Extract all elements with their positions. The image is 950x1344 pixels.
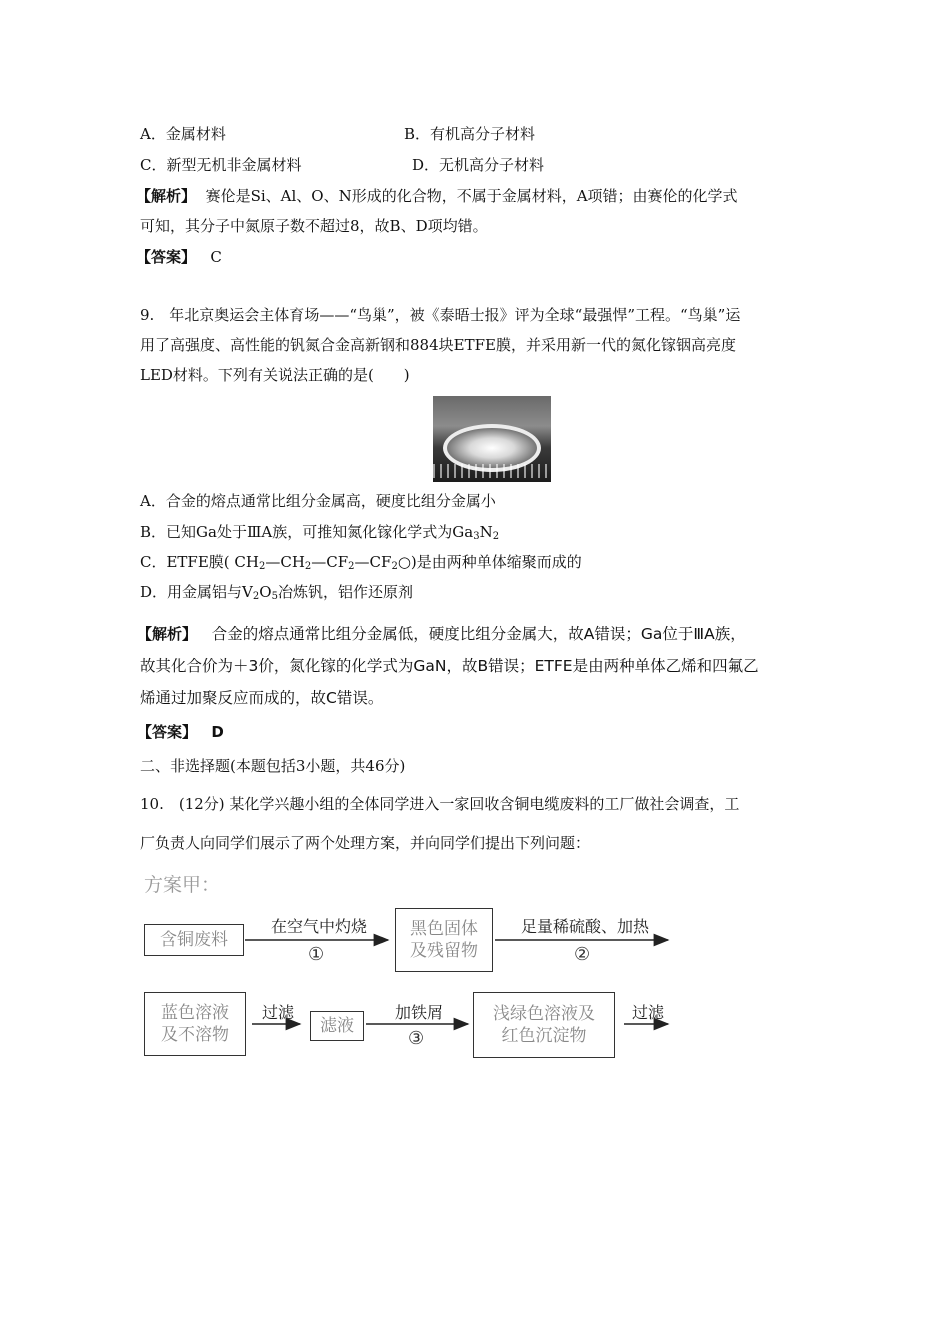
- q9-option-d-sub-1: 2: [252, 591, 260, 602]
- q8-answer: [136, 247, 222, 267]
- q9-stem-line-2: 用了高强度、高性能的钒氮合金高新钢和884块ETFE膜，并采用新一代的氮化镓铟高亮度: [140, 336, 736, 354]
- box-blue-solution-line-1: 蓝色溶液: [161, 1003, 229, 1023]
- q8-option-b: B．有机高分子材料: [404, 125, 536, 143]
- q9-option-a: A．合金的熔点通常比组分金属高，硬度比组分金属小: [140, 492, 496, 510]
- box-light-green-line-2: 红色沉淀物: [501, 1026, 587, 1046]
- q9-analysis-text-1: 合金的熔点通常比组分金属低，硬度比组分金属大，故A错误；Ga位于ⅢA族，: [211, 625, 746, 643]
- q9-option-b: [140, 522, 499, 547]
- box-black-solid: [395, 908, 493, 972]
- q9-answer-value: D: [211, 723, 224, 741]
- q9-option-c: [140, 552, 582, 577]
- q9-analysis-line-1: [137, 624, 746, 644]
- q9-option-b-n: N: [479, 523, 493, 541]
- q9-option-c-sub-2: 2: [304, 561, 312, 572]
- box-light-green-solution: [473, 992, 615, 1058]
- q9-option-c-sub-3: 2: [348, 561, 355, 572]
- q9-stem-line-1: 9. 年北京奥运会主体育场——“鸟巢”，被《泰晤士报》评为全球“最强悍”工程。“鸟巢”运: [140, 306, 741, 324]
- section-2-heading: 二、非选择题(本题包括3小题，共46分): [140, 757, 406, 775]
- q9-option-d-o: O: [259, 583, 272, 601]
- q9-option-d-tail: 冶炼钒，铝作还原剂: [277, 583, 413, 601]
- box-copper-waste: 含铜废料: [144, 924, 244, 956]
- arrow-5-label: 过滤: [631, 1003, 664, 1022]
- q8-answer-value: C: [210, 248, 222, 266]
- q8-analysis-text-1: 赛伦是Si、Al、O、N形成的化合物，不属于金属材料，A项错；由赛伦的化学式: [205, 187, 738, 205]
- arrow-1-step: ①: [308, 944, 325, 965]
- arrow-3-label: 过滤: [261, 1003, 294, 1022]
- q9-option-b-sub-1: 3: [473, 531, 480, 542]
- q9-option-b-text: B．已知Ga处于ⅢA族，可推知氮化镓化学式为Ga: [140, 523, 474, 541]
- box-filtrate: 滤液: [310, 1011, 364, 1041]
- q9-answer-tag: 【答案】: [137, 723, 198, 741]
- q8-analysis-line-2: 可知，其分子中氮原子数不超过8，故B、D项均错。: [140, 217, 488, 235]
- q9-stem-line-3: LED材料。下列有关说法正确的是( ): [140, 366, 410, 384]
- scheme-title: 方案甲：: [144, 874, 221, 896]
- box-black-solid-line-2: 及残留物: [410, 941, 478, 961]
- q8-answer-tag: 【答案】: [136, 248, 197, 266]
- q8-option-c: C．新型无机非金属材料: [140, 156, 302, 174]
- box-black-solid-line-1: 黑色固体: [410, 919, 478, 939]
- process-flow-diagram: [140, 868, 680, 1068]
- q8-analysis-line-1: [136, 186, 738, 206]
- q8-option-a: A．金属材料: [140, 125, 226, 143]
- arrow-2-label: 足量稀硫酸、加热: [520, 917, 649, 936]
- box-blue-solution-line-2: 及不溶物: [161, 1025, 229, 1045]
- q9-option-d-sub-2: 5: [271, 591, 278, 602]
- q9-option-b-sub-2: 2: [492, 531, 500, 542]
- q9-analysis-tag: 【解析】: [137, 625, 198, 643]
- q9-option-c-mid-3: —CF: [354, 553, 392, 571]
- q9-option-c-sub-1: 2: [258, 561, 266, 572]
- q9-analysis-line-2: 故其化合价为＋3价，氮化镓的化学式为GaN，故B错误；ETFE是由两种单体乙烯和四氟乙: [140, 657, 759, 675]
- q9-answer: [137, 722, 224, 742]
- q9-option-c-mid-1: —CH: [265, 553, 305, 571]
- q9-option-c-sub-4: 2: [391, 561, 398, 572]
- arrow-1-label: 在空气中灼烧: [270, 917, 367, 936]
- box-blue-solution: [144, 992, 246, 1056]
- q9-option-c-mid-2: —CF: [311, 553, 349, 571]
- q10-stem-line-2: 厂负责人向同学们展示了两个处理方案，并向同学们提出下列问题：: [140, 834, 591, 852]
- q8-analysis-tag: 【解析】: [136, 187, 197, 205]
- box-light-green-line-1: 浅绿色溶液及: [493, 1004, 595, 1024]
- stadium-lights-pattern: [433, 464, 551, 478]
- q9-analysis-line-3: 烯通过加聚反应而成的，故C错误。: [140, 689, 384, 707]
- birds-nest-stadium-photo: [433, 396, 551, 482]
- arrow-4-step: ③: [408, 1028, 425, 1049]
- q9-option-d: [140, 582, 413, 607]
- q10-stem-line-1: 10. (12分) 某化学兴趣小组的全体同学进入一家回收含铜电缆废料的工厂做社会调查，工: [140, 795, 740, 813]
- q9-option-c-tail: ○)是由两种单体缩聚而成的: [397, 553, 582, 571]
- arrow-4-label: 加铁屑: [394, 1003, 443, 1022]
- arrow-2-step: ②: [574, 944, 591, 965]
- q8-option-d: D．无机高分子材料: [412, 156, 545, 174]
- q9-option-c-text: C．ETFE膜( CH: [140, 553, 259, 571]
- q9-option-d-text: D．用金属铝与V: [140, 583, 253, 601]
